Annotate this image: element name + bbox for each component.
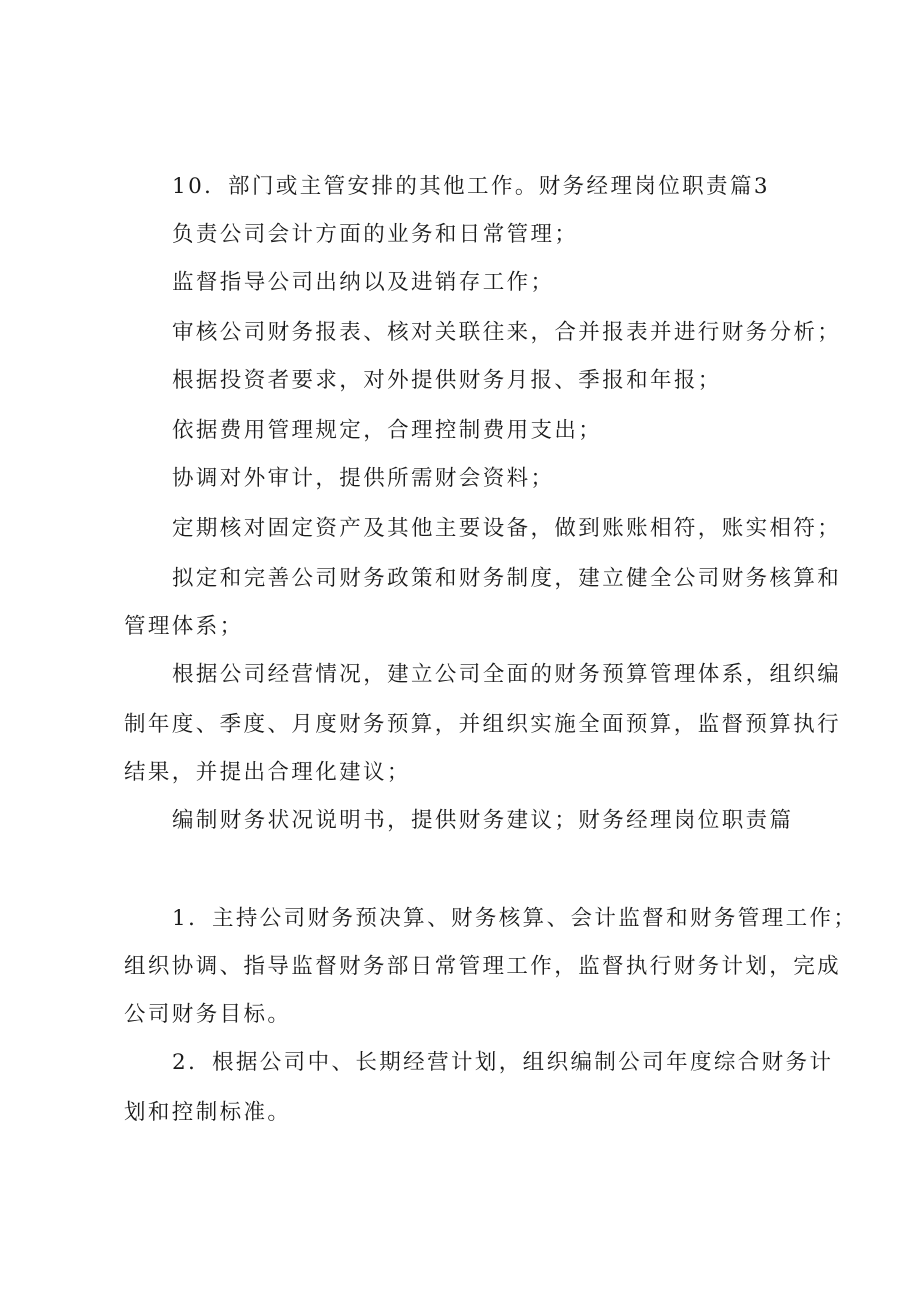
paragraph-line: 划和控制标准。 — [124, 1100, 292, 1125]
paragraph-line: 拟定和完善公司财务政策和财务制度，建立健全公司财务核算和 — [172, 566, 842, 591]
paragraph-line: 1．主持公司财务预决算、财务核算、会计监督和财务管理工作； — [172, 906, 858, 931]
paragraph-line: 2．根据公司中、长期经营计划，组织编制公司年度综合财务计 — [172, 1050, 834, 1075]
paragraph-line: 定期核对固定资产及其他主要设备，做到账账相符，账实相符； — [172, 516, 842, 541]
paragraph-line: 10．部门或主管安排的其他工作。财务经理岗位职责篇3 — [172, 174, 770, 199]
paragraph-line: 依据费用管理规定，合理控制费用支出； — [172, 418, 603, 443]
paragraph-line: 结果，并提出合理化建议； — [124, 760, 411, 785]
paragraph-line: 编制财务状况说明书，提供财务建议；财务经理岗位职责篇 — [172, 808, 794, 833]
paragraph-line: 根据公司经营情况，建立公司全面的财务预算管理体系，组织编 — [172, 662, 842, 687]
paragraph-line: 负责公司会计方面的业务和日常管理； — [172, 222, 579, 247]
paragraph-line: 管理体系； — [124, 614, 244, 639]
paragraph-line: 根据投资者要求，对外提供财务月报、季报和年报； — [172, 368, 722, 393]
paragraph-line: 监督指导公司出纳以及进销存工作； — [172, 270, 555, 295]
paragraph-line: 协调对外审计，提供所需财会资料； — [172, 466, 555, 491]
paragraph-line: 制年度、季度、月度财务预算，并组织实施全面预算，监督预算执行 — [124, 712, 842, 737]
paragraph-line: 审核公司财务报表、核对关联往来，合并报表并进行财务分析； — [172, 320, 842, 345]
paragraph-line: 组织协调、指导监督财务部日常管理工作，监督执行财务计划，完成 — [124, 954, 842, 979]
paragraph-line: 公司财务目标。 — [124, 1002, 292, 1027]
